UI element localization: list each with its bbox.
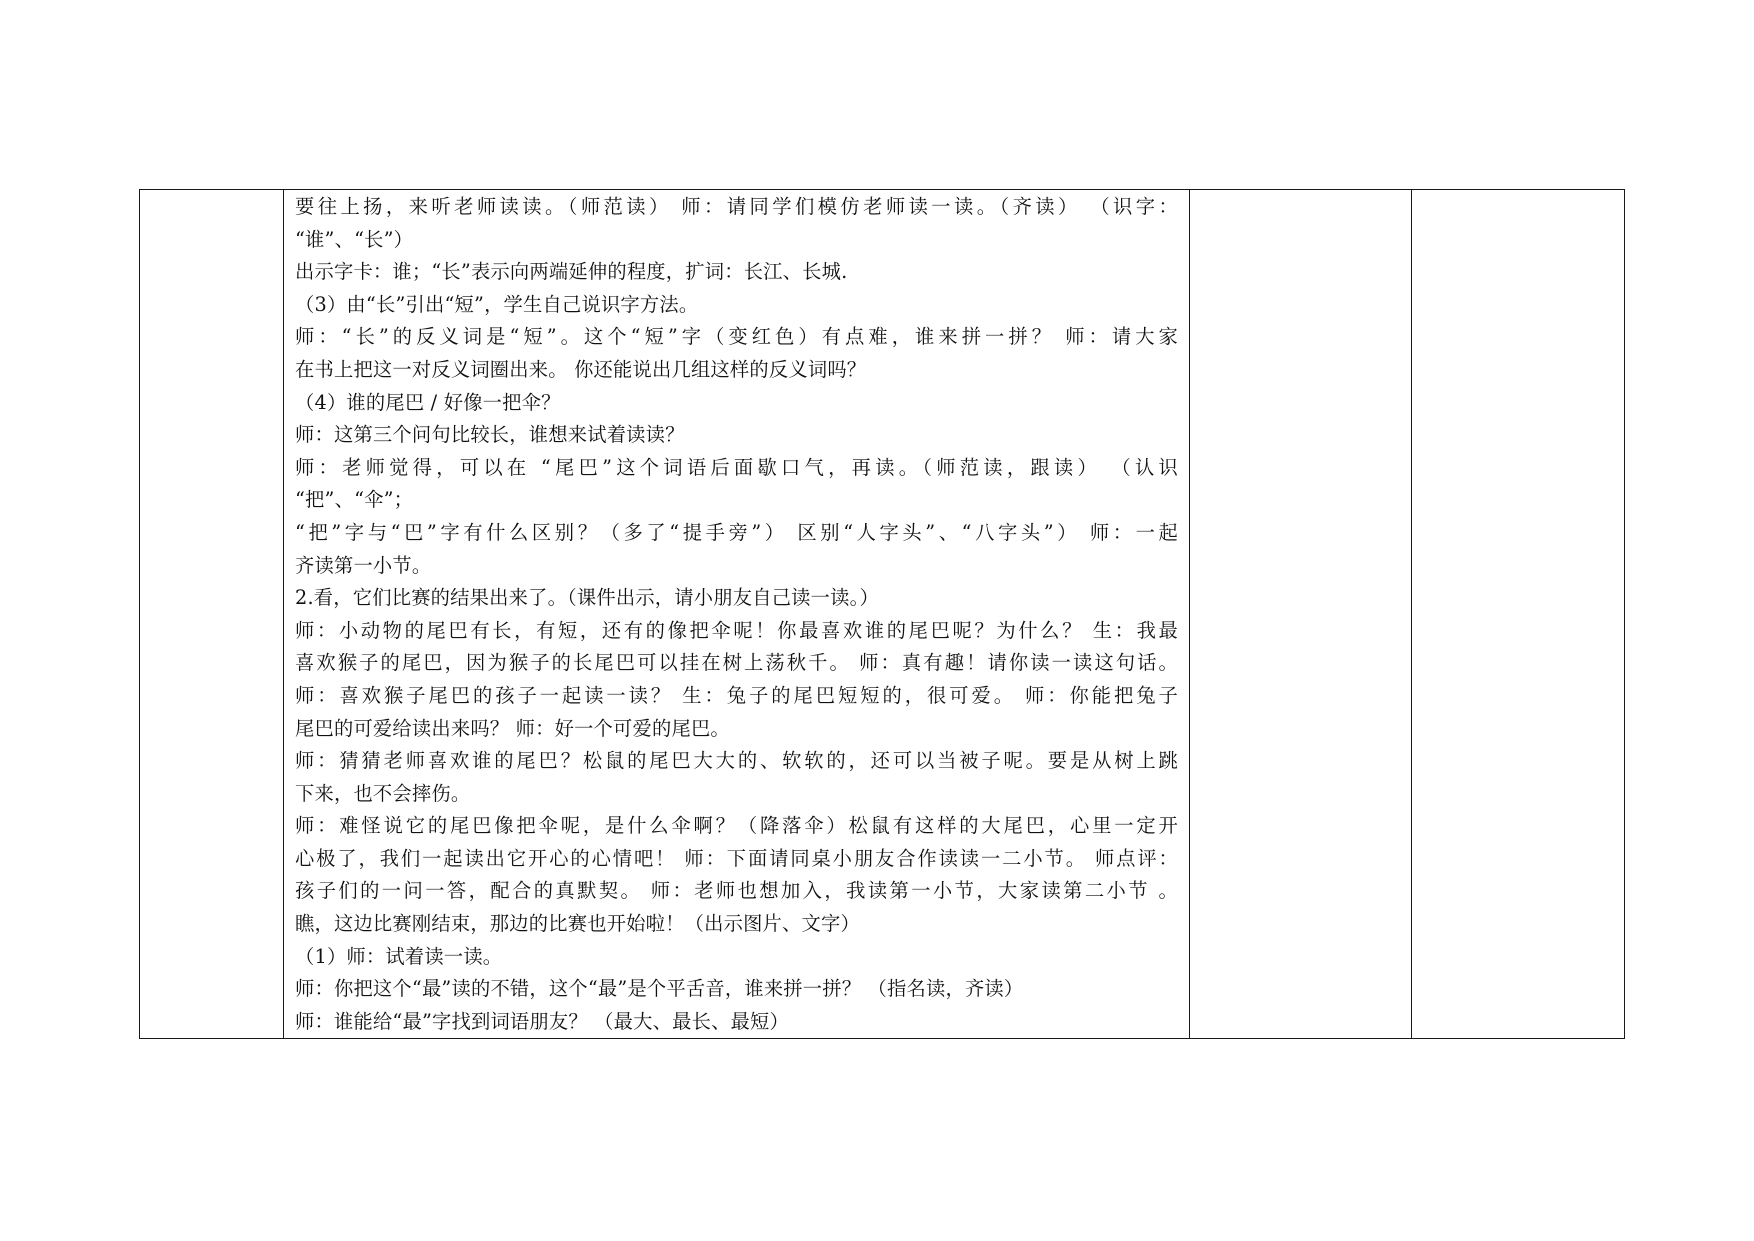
text-line: 出示字卡：谁；“长”表示向两端延伸的程度，扩词：长江、长城. bbox=[295, 260, 848, 284]
text-line: 师：这第三个问句比较长，谁想来试着读读？ bbox=[295, 423, 685, 447]
empty-cell-notes bbox=[1190, 190, 1412, 1039]
text-line: 下来，也不会摔伤。 bbox=[295, 781, 471, 805]
text-line: 齐读第一小节。 bbox=[295, 553, 432, 577]
text-line: 尾巴的可爱给读出来吗？ 师：好一个可爱的尾巴。 bbox=[295, 716, 730, 740]
text-line: 师：老师觉得，可以在 “尾巴”这个词语后面歇口气，再读。（师范读，跟读） （认识 bbox=[295, 455, 1178, 479]
table-row bbox=[140, 190, 1625, 1039]
empty-cell-right bbox=[1412, 190, 1625, 1039]
text-line: 师：难怪说它的尾巴像把伞呢，是什么伞啊？（降落伞）松鼠有这样的大尾巴，心里一定开 bbox=[295, 814, 1178, 838]
text-line: 心极了，我们一起读出它开心的心情吧！ 师：下面请同桌小朋友合作读读一二小节。 师点评： bbox=[295, 846, 1178, 870]
text-line: 2.看，它们比赛的结果出来了。（课件出示，请小朋友自己读一读。） bbox=[295, 586, 879, 610]
text-line: 师：小动物的尾巴有长，有短，还有的像把伞呢！你最喜欢谁的尾巴呢？为什么？ 生：我最 bbox=[295, 618, 1178, 642]
text-line: 在书上把这一对反义词圈出来。 你还能说出几组这样的反义词吗？ bbox=[295, 357, 867, 381]
text-line: 要往上扬，来听老师读读。（师范读） 师：请同学们模仿老师读一读。（齐读） （识字： bbox=[295, 195, 1178, 218]
text-line: “把”字与“巴”字有什么区别？（多了“提手旁”） 区别“人字头”、“八字头”） 师：一起 bbox=[295, 520, 1178, 544]
text-line: “谁”、“长”） bbox=[295, 227, 414, 251]
text-line: 师：喜欢猴子尾巴的孩子一起读一读？ 生：兔子的尾巴短短的，很可爱。 师：你能把兔子 bbox=[295, 683, 1178, 707]
text-line: 师：你把这个“最”读的不错，这个“最”是个平舌音，谁来拼一拼？ （指名读，齐读） bbox=[295, 977, 1024, 1001]
text-line: （3）由“长”引出“短”，学生自己说识字方法。 bbox=[295, 292, 699, 316]
teaching-process-cell bbox=[284, 190, 1190, 1039]
text-line: 师：“长”的反义词是“短”。这个“短”字（变红色）有点难，谁来拼一拼？ 师：请大家 bbox=[295, 325, 1178, 349]
text-line: “把”、“伞”； bbox=[295, 488, 414, 512]
text-line: 喜欢猴子的尾巴，因为猴子的长尾巴可以挂在树上荡秋千。 师：真有趣！请你读一读这句话。 bbox=[295, 651, 1178, 675]
text-line: 瞧，这边比赛刚结束，那边的比赛也开始啦！（出示图片、文字） bbox=[295, 912, 860, 936]
empty-cell-left bbox=[140, 190, 284, 1039]
lesson-plan-table bbox=[139, 189, 1625, 1039]
text-line: （4）谁的尾巴 / 好像一把伞？ bbox=[295, 390, 561, 414]
text-line: （1）师：试着读一读。 bbox=[295, 944, 503, 968]
text-line: 孩子们的一问一答，配合的真默契。 师：老师也想加入，我读第一小节，大家读第二小节 。 bbox=[295, 879, 1178, 903]
text-line: 师：谁能给“最”字找到词语朋友？ （最大、最长、最短） bbox=[295, 1009, 789, 1033]
text-line: 师：猜猜老师喜欢谁的尾巴？松鼠的尾巴大大的、软软的，还可以当被子呢。要是从树上跳 bbox=[295, 749, 1178, 773]
